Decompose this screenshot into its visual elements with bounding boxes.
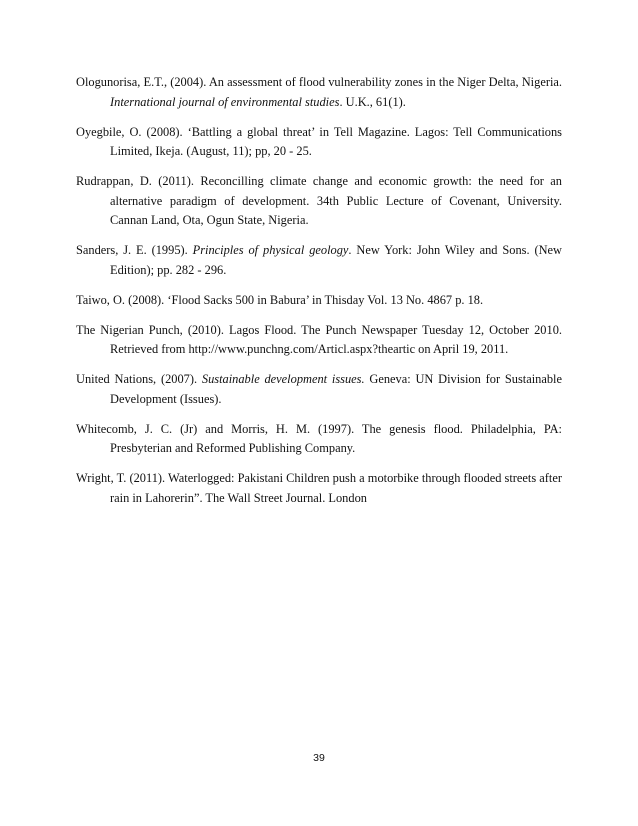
reference-italic-title: International journal of environmental studies <box>110 94 340 109</box>
reference-text: The Nigerian Punch, (2010). Lagos Flood. The Punch Newspaper Tuesday 12, October 2010. Retrieved from http://www.punchng.com/Articl.aspx?theartic on April 19, 2011. <box>76 322 562 356</box>
reference-text-end: . U.K., 61(1). <box>339 94 406 109</box>
reference-text: Wright, T. (2011). Waterlogged: Pakistani Children push a motorbike through flooded streets after rain in Lahorerin”. The Wall Street Journal. London <box>76 471 562 505</box>
reference-text: Rudrappan, D. (2011). Reconcilling climate change and economic growth: the need for an alternative paradigm of development. 34th Public Lecture of Covenant, University. Cannan Land, Ota, Ogun State, Nigeria. <box>76 174 562 227</box>
reference-text: Ologunorisa, E.T., (2004). An assessment of flood vulnerability zones in the Niger Delta, Nigeria. <box>76 75 562 89</box>
reference-text: Oyegbile, O. (2008). ‘Battling a global threat’ in Tell Magazine. Lagos: Tell Communications Limited, Ikeja. (August, 11); pp, 20 - 25. <box>76 124 562 158</box>
reference-entry <box>76 370 562 409</box>
reference-italic-title: Sustainable development issues. <box>201 372 365 386</box>
reference-entry <box>76 123 562 162</box>
reference-entry <box>76 291 562 311</box>
reference-entry <box>76 420 562 459</box>
reference-entry <box>76 469 562 508</box>
reference-text: Sanders, J. E. (1995). <box>76 243 193 257</box>
reference-list <box>76 73 562 519</box>
reference-text: United Nations, (2007). <box>76 372 202 386</box>
reference-entry <box>76 321 562 360</box>
reference-italic-title: Principles of physical geology <box>192 243 349 257</box>
reference-text-end: Geneva: UN Division for Sustainable Development (Issues). <box>110 372 562 406</box>
page-number: 39 <box>313 752 325 764</box>
reference-entry <box>76 241 562 280</box>
reference-entry <box>76 172 562 231</box>
reference-text: Whitecomb, J. C. (Jr) and Morris, H. M. (1997). The genesis flood. Philadelphia, PA: Presbyterian and Reformed Publishing Company. <box>76 421 562 455</box>
reference-entry <box>76 73 562 112</box>
reference-text: Taiwo, O. (2008). ‘Flood Sacks 500 in Babura’ in Thisday Vol. 13 No. 4867 p. 18. <box>76 292 484 307</box>
reference-text-end: . New York: John Wiley and Sons. (New Edition); pp. 282 - 296. <box>110 243 562 277</box>
